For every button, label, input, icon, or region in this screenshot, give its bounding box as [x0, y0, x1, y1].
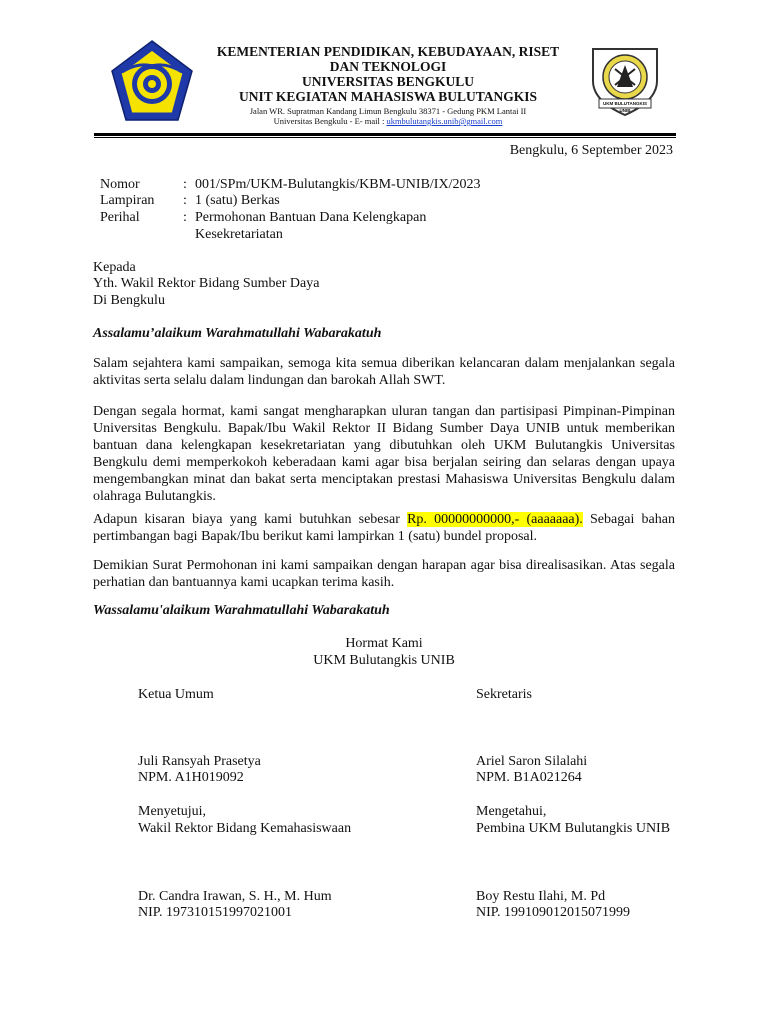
closing-greeting: Wassalamu'alaikum Warahmatullahi Wabarakatuh	[93, 603, 390, 618]
nomor-colon: :	[183, 177, 187, 192]
unit-name: UNIT KEGIATAN MAHASISWA BULUTANGKIS	[239, 89, 537, 104]
letterhead-rule-thin	[94, 137, 676, 138]
logo-ribbon-text: UKM BULUTANGKIS UNIB	[603, 101, 647, 113]
paragraph-1: Salam sejahtera kami sampaikan, semoga kita semua diberikan kelancaran dalam menjalankan segala aktivitas serta selalu dalam lindungan dan barokah Allah SWT.	[93, 356, 675, 388]
ministry-line-2: DAN TEKNOLOGI	[329, 59, 447, 74]
perihal-value-line1: Permohonan Bantuan Dana Kelengkapan	[195, 210, 427, 225]
perihal-colon: :	[183, 210, 187, 225]
recipient-city: Di Bengkulu	[93, 293, 165, 308]
lampiran-value: 1 (satu) Berkas	[195, 193, 280, 208]
university-name: UNIVERSITAS BENGKULU	[302, 74, 474, 89]
mengetahui-title: Pembina UKM Bulutangkis UNIB	[476, 821, 671, 836]
email-line	[4, 116, 768, 126]
lampiran-label: Lampiran	[100, 193, 155, 208]
perihal-value-line2: Kesekretariatan	[195, 227, 283, 242]
sekretaris-npm: NPM. B1A021264	[476, 770, 582, 785]
paragraph-3-after: Sebagai bahan pertimbangan bagi Bapak/Ibu berikut kami lampirkan 1 (satu) bundel proposal.	[93, 512, 675, 544]
letterhead-rule-thick	[94, 133, 676, 136]
recipient-name: Yth. Wakil Rektor Bidang Sumber Daya	[93, 276, 320, 291]
paragraph-4: Demikian Surat Permohonan ini kami sampaikan dengan harapan agar bisa direalisasikan. Atas segala perhatian dan bantuannya kami ucapkan terima kasih.	[93, 558, 675, 590]
sekretaris-name: Ariel Saron Silalahi	[476, 754, 588, 769]
signoff-hormat: Hormat Kami	[345, 636, 423, 651]
nomor-value: 001/SPm/UKM-Bulutangkis/KBM-UNIB/IX/2023	[195, 177, 481, 192]
address-line: Jalan WR. Supratman Kandang Limun Bengkulu 38371 - Gedung PKM Lantai II	[249, 106, 527, 116]
lampiran-colon: :	[183, 193, 187, 208]
recipient-kepada: Kepada	[93, 260, 136, 275]
sekretaris-title: Sekretaris	[476, 687, 532, 702]
paragraph-3	[93, 511, 675, 545]
nomor-label: Nomor	[100, 177, 140, 192]
menyetujui-name: Dr. Candra Irawan, S. H., M. Hum	[138, 889, 332, 904]
opening-greeting: Assalamu’alaikum Warahmatullahi Wabarakatuh	[93, 326, 382, 341]
mengetahui-label: Mengetahui,	[476, 804, 547, 819]
paragraph-3-before: Adapun kisaran biaya yang kami butuhkan sebesar	[93, 512, 408, 527]
menyetujui-nip: NIP. 197310151997021001	[138, 905, 293, 920]
email-link[interactable]: ukmbulutangkis.unib@gmail.com	[386, 116, 503, 126]
ketua-npm: NPM. A1H019092	[138, 770, 244, 785]
ketua-title: Ketua Umum	[138, 687, 214, 702]
menyetujui-title: Wakil Rektor Bidang Kemahasiswaan	[138, 821, 352, 836]
signoff-org: UKM Bulutangkis UNIB	[313, 653, 455, 668]
paragraph-2: Dengan segala hormat, kami sangat mengharapkan uluran tangan dan partisipasi Pimpinan-Pimpinan Universitas Bengkulu. Bapak/Ibu Wakil Rektor II Bidang Sumber Daya UNIB untuk memberikan bantuan dana kelengkapan kesekretariatan yang dibutuhkan oleh UKM Bulutangkis Universitas Bengkulu demi memperkokoh keberadaan kami agar bisa berjalan seiring dan selaras dengan upaya mengembangkan minat dan bakat serta menciptakan prestasi Mahasiswa Universitas Bengkulu dalam olahraga Bulutangkis.	[93, 404, 675, 504]
mengetahui-name: Boy Restu Ilahi, M. Pd	[476, 889, 606, 904]
cost-highlight: Rp. 00000000000,- (aaaaaaa).	[407, 512, 583, 527]
email-prefix: Universitas Bengkulu - E- mail :	[273, 116, 387, 126]
letter-date: Bengkulu, 6 September 2023	[509, 143, 673, 158]
menyetujui-label: Menyetujui,	[138, 804, 207, 819]
perihal-label: Perihal	[100, 210, 140, 225]
ministry-line-1: KEMENTERIAN PENDIDIKAN, KEBUDAYAAN, RISET	[216, 44, 560, 59]
mengetahui-nip: NIP. 199109012015071999	[476, 905, 631, 920]
ketua-name: Juli Ransyah Prasetya	[138, 754, 261, 769]
